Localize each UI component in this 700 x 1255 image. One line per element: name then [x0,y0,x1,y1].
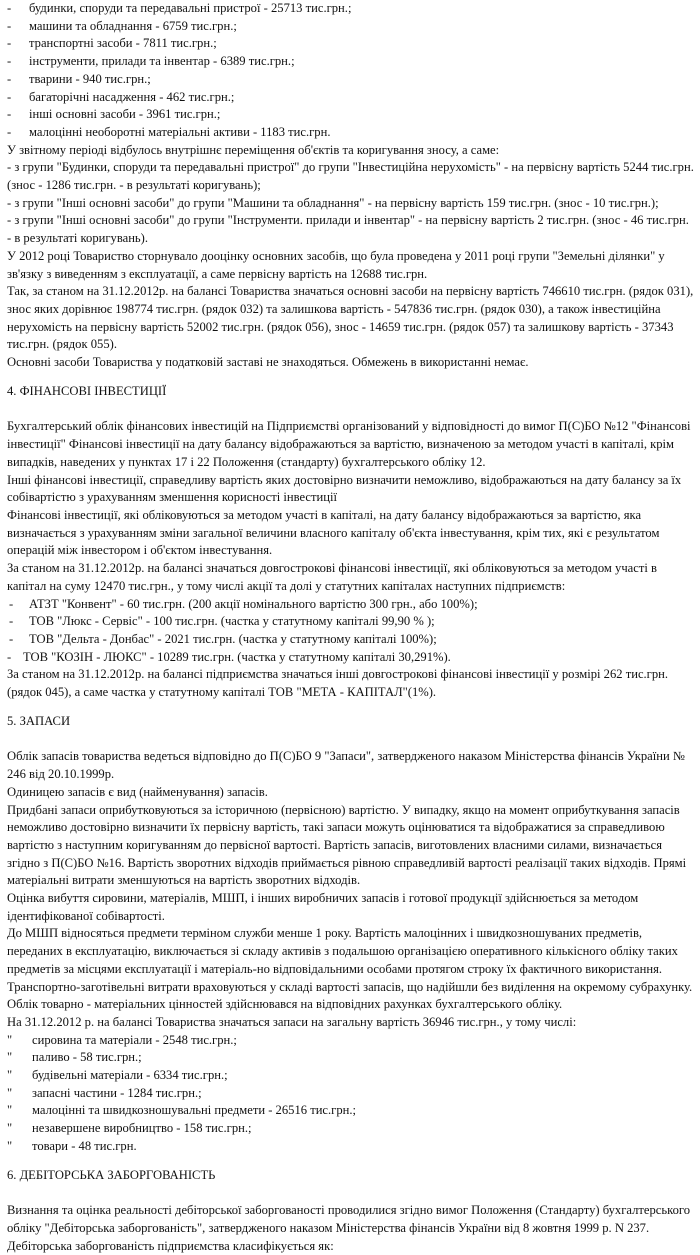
list-item [7,1102,694,1120]
paragraph: Придбані запаси оприбутковуються за історичною (первісною) вартістю. У випадку, якщо на момент оприбуткування запасів неможливо достовірно визначити їх первісну вартість, такі запаси можуть оцінюватися та відображатися за справедливою вартістю з наступним коригуванням до первісної вартості. Вартість запасів, виготовлених власними силами, визначається згідно з П(С)БО №16. Вартість зворотних відходів приймається рівною справедливій вартості реалізації таких відходів. Прямі матеріальні витрати зменшуються на вартість зворотних відходів. [7,802,687,888]
list-item [7,1085,694,1103]
list-item-text: транспортні засоби - 7811 тис.грн.; [29,36,217,51]
list-marker: - [9,631,14,646]
list-item-text: малоцінні та швидкозношувальні предмети - 26516 тис.грн.; [32,1103,357,1118]
list-marker: - [7,107,12,122]
paragraph: - з групи "Будинки, споруди та передавальні пристрої" до групи "Інвестиційна нерухомість" - на первісну вартість 5244 тис.грн. (знос - 1286 тис.грн. - в результаті коригувань); [7,160,694,193]
list-marker: " [7,1032,13,1047]
list-item-text: інші основні засоби - 3961 тис.грн.; [29,107,221,122]
paragraph: Облік запасів товариства ведеться відповідно до П(С)БО 9 "Запаси", затвердженого наказом Міністерства фінансів України № 246 від 20.10.1999р. [7,749,685,782]
list-marker: " [7,1085,13,1100]
list-marker: " [7,1068,13,1083]
list-item [7,35,694,53]
list-item-text: ТОВ "Дельта - Донбас" - 2021 тис.грн. (частка у статутному капіталі 100%); [29,631,437,646]
list-marker: " [7,1121,13,1136]
paragraph: За станом на 31.12.2012р. на балансі підприємства значаться інші довгострокові фінансові інвестиції у розмірі 262 тис.грн. (рядок 045), а саме частка у статутному капіталі ТОВ "МЕТА - КАПІТАЛ"(1%). [7,667,669,700]
paragraph: Основні засоби Товариства у податковій заставі не знаходяться. Обмежень в використанні немає. [7,355,529,370]
paragraph: Оцінка вибуття сировини, матеріалів, МШП, і інших виробничих запасів і готової продукції здійснюється за методом ідентифікованої собівартості. [7,891,639,923]
list-item [7,89,694,107]
list-marker: - [9,596,14,611]
list-marker: - [7,649,12,664]
list-item [7,53,694,71]
list-item-text: запасні частини - 1284 тис.грн.; [32,1085,202,1100]
list-item [7,71,694,89]
list-item [7,1138,694,1156]
list-item-text: будівельні матеріали - 6334 тис.грн.; [32,1068,228,1083]
list-item [7,0,694,18]
list-item-text: будинки, споруди та передавальні пристрої - 25713 тис.грн.; [29,1,352,15]
paragraph: У 2012 році Товариство сторнувало дооцінку основних засобів, що була проведена у 2011 році групи "Земельні ділянки" у зв'язку з виведенням з експлуатації, а саме первісну вартість на 12688 тис.грн. [7,248,665,281]
fixed-assets-list [7,0,694,142]
list-item [7,613,694,631]
list-marker: - [7,36,12,51]
list-item-text: машини та обладнання - 6759 тис.грн.; [29,18,237,33]
list-marker: " [7,1138,13,1153]
paragraph: - з групи "Інші основні засоби" до групи "Інструменти. прилади и інвентар" - на первісну вартість 2 тис.грн. (знос - 46 тис.грн. - в результаті коригувань). [7,213,689,246]
paragraph: За станом на 31.12.2012р. на балансі значаться довгострокові фінансові інвестиції, які обліковуються за методом участі в капітал на суму 12470 тис.грн., у тому числі акції та долі у статутних капіталах наступних підприємств: [7,561,657,593]
paragraph: Одиницею запасів є вид (найменування) запасів. [7,784,268,799]
list-marker: " [7,1103,13,1118]
list-item-text: тварини - 940 тис.грн.; [29,71,151,86]
paragraph: До МШП відносяться предмети терміном служби менше 1 року. Вартість малоцінних і швидкозношуваних предметів, переданих в експлуатацію, виключається зі складу активів з подальшою організацією оперативного кількісного обліку таких предметів за місцями експлуатації і матеріаль-но відповідальними особами протягом строку їх фактичного використання. [7,926,678,976]
list-marker: - [9,614,14,629]
paragraph: Бухгалтерський облік фінансових інвестицій на Підприємстві організований у відповідності до вимог П(С)БО №12 "Фінансові інвестиції" Фінансові інвестиції на дату балансу відображаються за вартістю, визначеною за методом участі в капіталі, крім випадків, наведених у пунктах 17 і 22 Положення (стандарту) бухгалтерського обліку 12. [7,419,691,469]
list-marker: - [7,54,12,69]
list-marker: - [7,89,12,104]
section-heading-inventories: 5. ЗАПАСИ [7,713,71,728]
paragraph: На 31.12.2012 р. на балансі Товариства значаться запаси на загальну вартість 36946 тис.грн., у тому числі: [7,1014,577,1029]
list-item [7,1049,694,1067]
list-item-text: АТЗТ "Конвент" - 60 тис.грн. (200 акції номінального вартістю 300 грн., або 100%); [29,596,478,611]
list-item-text: паливо - 58 тис.грн.; [32,1050,142,1065]
list-item [7,124,694,142]
paragraph: Так, за станом на 31.12.2012р. на балансі Товариства значаться основні засоби на первісну вартість 746610 тис.грн. (рядок 031), знос яких дорівнює 198774 тис.грн. (рядок 032) та залишкова вартість - 547836 тис.грн. (рядок 030), а також інвестиційна нерухомість на первісну вартість 52002 тис.грн. (рядок 056), знос - 14659 тис.грн. (рядок 057) та залишкову вартість - 37343 тис.грн. (рядок 055). [7,284,694,352]
inventories-list [7,1032,694,1156]
list-item-text: сировина та матеріали - 2548 тис.грн.; [32,1032,237,1047]
list-item [7,649,694,667]
paragraph: - з групи "Інші основні засоби" до групи "Машини та обладнання" - на первісну вартість 159 тис.грн. (знос - 10 тис.грн.); [7,195,659,210]
list-item-text: ТОВ "КОЗІН - ЛЮКС" - 10289 тис.грн. (частка у статутному капіталі 30,291%). [23,649,451,664]
list-item-text: малоцінні необоротні матеріальні активи - 1183 тис.грн. [29,124,331,139]
paragraph: Облік товарно - матеріальних цінностей здійснювався на відповідних рахунках бухгалтерського обліку. [7,997,563,1012]
list-item [7,106,694,124]
section-heading-financial-investments: 4. ФІНАНСОВІ ІНВЕСТИЦІЇ [7,383,167,398]
list-item [7,1120,694,1138]
paragraph: Фінансові інвестиції, які обліковуються за методом участі в капіталі, на дату балансу відображаються за вартістю, яка визначається з урахуванням зміни загальної величини власного капіталу об'єкта інвестування, крім тих, які є результатом операцій між інвестором і об'єктом інвестування. [7,507,660,558]
list-marker: " [7,1050,13,1065]
list-item-text: багаторічні насадження - 462 тис.грн.; [29,89,235,104]
list-marker: - [7,71,12,86]
investments-list [7,596,694,667]
list-item-text: товари - 48 тис.грн. [32,1138,137,1153]
list-item [7,631,694,649]
list-item [7,1032,694,1050]
paragraph: Транспортно-заготівельні витрати враховуються у складі вартості запасів, що надійшли без виділення на окремому субрахунку. [7,979,693,994]
list-item-text: незавершене виробництво - 158 тис.грн.; [32,1121,252,1136]
paragraph: Визнання та оцінка реальності дебіторської заборгованості проводилися згідно вимог Положення (Стандарту) бухгалтерського обліку "Дебіторська заборгованість", затвердженого наказом Міністерства фінансів України від 8 жовтня 1999 р. N 237. [7,1203,691,1235]
list-item [7,1067,694,1085]
list-item-text: ТОВ "Люкс - Сервіс" - 100 тис.грн. (частка у статутному капіталі 99,90 % ); [29,614,435,629]
list-marker: - [7,124,12,139]
list-marker: - [7,1,12,15]
section-heading-receivables: 6. ДЕБІТОРСЬКА ЗАБОРГОВАНІСТЬ [7,1167,216,1182]
list-item [7,18,694,36]
paragraph: Інші фінансові інвестиції, справедливу вартість яких достовірно визначити неможливо, відображаються на дату балансу за їх собівартістю з урахуванням зменшення корисності інвестиції [7,472,682,505]
paragraph: Дебіторська заборгованість підприємства класифікується як: [7,1238,334,1253]
list-item [7,596,694,614]
list-marker: - [7,18,12,33]
paragraph: У звітному періоді відбулось внутрішнє переміщення об'єктів та коригування зносу, а саме: [7,142,500,157]
list-item-text: інструменти, прилади та інвентар - 6389 тис.грн.; [29,54,295,69]
